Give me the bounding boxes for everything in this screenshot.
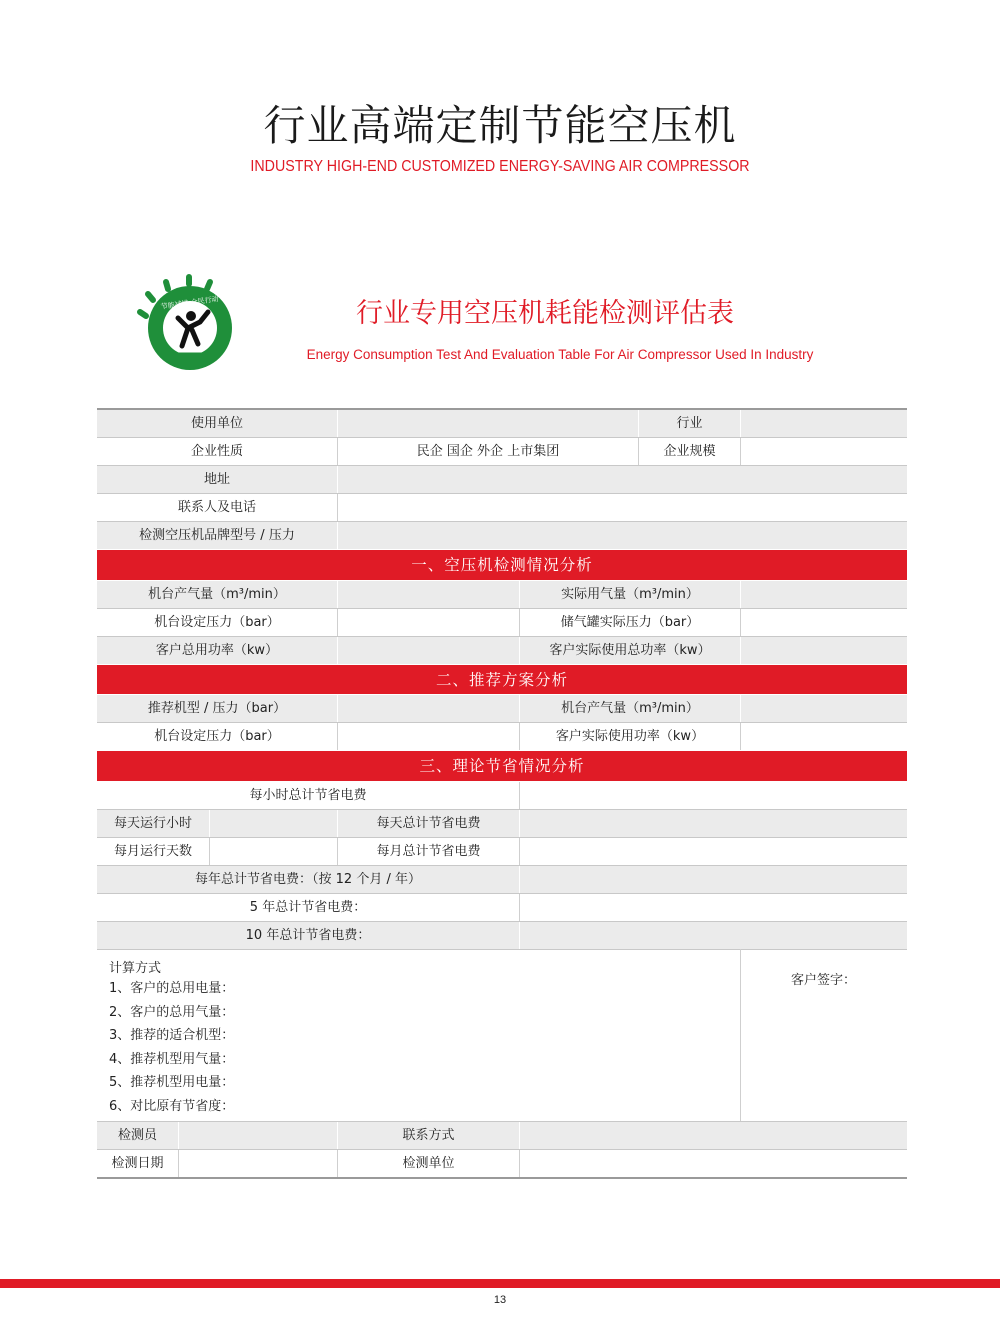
address-field[interactable] xyxy=(337,466,907,493)
s2-row2-right-field[interactable] xyxy=(740,723,907,750)
unit-field[interactable] xyxy=(337,410,638,437)
signature-label: 客户签字： xyxy=(791,973,857,988)
contact-field[interactable] xyxy=(337,494,907,521)
yearly-savings-label: 每年总计节省电费：（按 12 个月 / 年） xyxy=(97,866,519,893)
table-bottom-border xyxy=(97,1177,907,1179)
nature-options[interactable]: 民企 国企 外企 上市集团 xyxy=(337,438,638,465)
industry-field[interactable] xyxy=(740,410,907,437)
s2-row2-left-label: 机台设定压力（bar） xyxy=(97,723,337,750)
calculation-method xyxy=(97,949,739,1121)
monthly-days-label: 每月运行天数 xyxy=(97,838,209,865)
s1-row1-left-field[interactable] xyxy=(337,581,519,608)
section-3-header: 三、理论节省情况分析 xyxy=(97,751,907,781)
hourly-savings-label: 每小时总计节省电费 xyxy=(97,782,519,809)
daily-total-field[interactable] xyxy=(519,810,907,837)
s2-row1-left-label: 推荐机型 / 压力（bar） xyxy=(97,695,337,722)
scale-label: 企业规模 xyxy=(638,438,740,465)
calc-item: 1、客户的总用电量： xyxy=(109,981,235,996)
monthly-days-field[interactable] xyxy=(209,838,337,865)
test-org-label: 检测单位 xyxy=(337,1150,519,1177)
s1-row1-right-field[interactable] xyxy=(740,581,907,608)
form-title-en: Energy Consumption Test And Evaluation Table For Air Compressor Used In Industry xyxy=(306,347,814,362)
hourly-savings-field[interactable] xyxy=(519,782,907,809)
contact-method-label: 联系方式 xyxy=(337,1122,519,1149)
test-date-field[interactable] xyxy=(178,1150,337,1177)
s1-row2-left-field[interactable] xyxy=(337,609,519,636)
page-subtitle-en: INDUSTRY HIGH-END CUSTOMIZED ENERGY-SAVING AIR COMPRESSOR xyxy=(250,158,750,175)
page-title: 行业高端定制节能空压机 xyxy=(263,101,737,150)
s2-row2-left-field[interactable] xyxy=(337,723,519,750)
test-date-label: 检测日期 xyxy=(97,1150,178,1177)
model-field[interactable] xyxy=(337,522,907,549)
ten-year-savings-field[interactable] xyxy=(519,922,907,949)
five-year-savings-field[interactable] xyxy=(519,894,907,921)
daily-hours-label: 每天运行小时 xyxy=(97,810,209,837)
s2-row1-left-field[interactable] xyxy=(337,695,519,722)
page-number: 13 xyxy=(493,1294,507,1306)
daily-total-label: 每天总计节省电费 xyxy=(337,810,519,837)
s1-row1-left-label: 机台产气量（m³/min） xyxy=(97,581,337,608)
calc-title: 计算方式 xyxy=(109,961,162,976)
s1-row3-right-field[interactable] xyxy=(740,637,907,664)
industry-label: 行业 xyxy=(638,410,740,437)
s1-row2-left-label: 机台设定压力（bar） xyxy=(97,609,337,636)
scale-field[interactable] xyxy=(740,438,907,465)
yearly-savings-field[interactable] xyxy=(519,866,907,893)
s2-row1-right-label: 机台产气量（m³/min） xyxy=(519,695,740,722)
s1-row1-right-label: 实际用气量（m³/min） xyxy=(519,581,740,608)
svg-text:节能减排 全民行动: 节能减排 全民行动 xyxy=(160,295,220,312)
s2-row2-right-label: 客户实际使用功率（kw） xyxy=(519,723,740,750)
monthly-total-label: 每月总计节省电费 xyxy=(337,838,519,865)
form-title: 行业专用空压机耗能检测评估表 xyxy=(356,298,734,329)
monthly-total-field[interactable] xyxy=(519,838,907,865)
customer-signature-area[interactable] xyxy=(740,949,907,1121)
model-label: 检测空压机品牌型号 / 压力 xyxy=(97,522,337,549)
inspector-field[interactable] xyxy=(178,1122,337,1149)
daily-hours-field[interactable] xyxy=(209,810,337,837)
five-year-savings-label: 5 年总计节省电费： xyxy=(97,894,519,921)
contact-method-field[interactable] xyxy=(519,1122,907,1149)
calc-item: 6、对比原有节省度： xyxy=(109,1098,235,1114)
unit-label: 使用单位 xyxy=(97,410,337,437)
section-1-header: 一、空压机检测情况分析 xyxy=(97,550,907,580)
s1-row3-left-field[interactable] xyxy=(337,637,519,664)
ten-year-savings-label: 10 年总计节省电费： xyxy=(97,922,519,949)
nature-label: 企业性质 xyxy=(97,438,337,465)
inspector-label: 检测员 xyxy=(97,1122,178,1149)
test-org-field[interactable] xyxy=(519,1150,907,1177)
calc-item: 5、推荐机型用电量： xyxy=(109,1075,235,1090)
s1-row3-left-label: 客户总用功率（kw） xyxy=(97,637,337,664)
address-label: 地址 xyxy=(97,466,337,493)
s1-row2-right-label: 储气罐实际压力（bar） xyxy=(519,609,740,636)
s1-row3-right-label: 客户实际使用总功率（kw） xyxy=(519,637,740,664)
s2-row1-right-field[interactable] xyxy=(740,695,907,722)
energy-saving-logo-icon xyxy=(134,272,240,378)
section-2-header: 二、推荐方案分析 xyxy=(97,665,907,694)
footer-bar xyxy=(0,1279,1000,1288)
s1-row2-right-field[interactable] xyxy=(740,609,907,636)
calc-item: 2、客户的总用气量： xyxy=(109,1004,235,1020)
calc-item: 4、推荐机型用气量： xyxy=(109,1051,235,1067)
contact-label: 联系人及电话 xyxy=(97,494,337,521)
calc-item: 3、推荐的适合机型： xyxy=(109,1028,235,1043)
